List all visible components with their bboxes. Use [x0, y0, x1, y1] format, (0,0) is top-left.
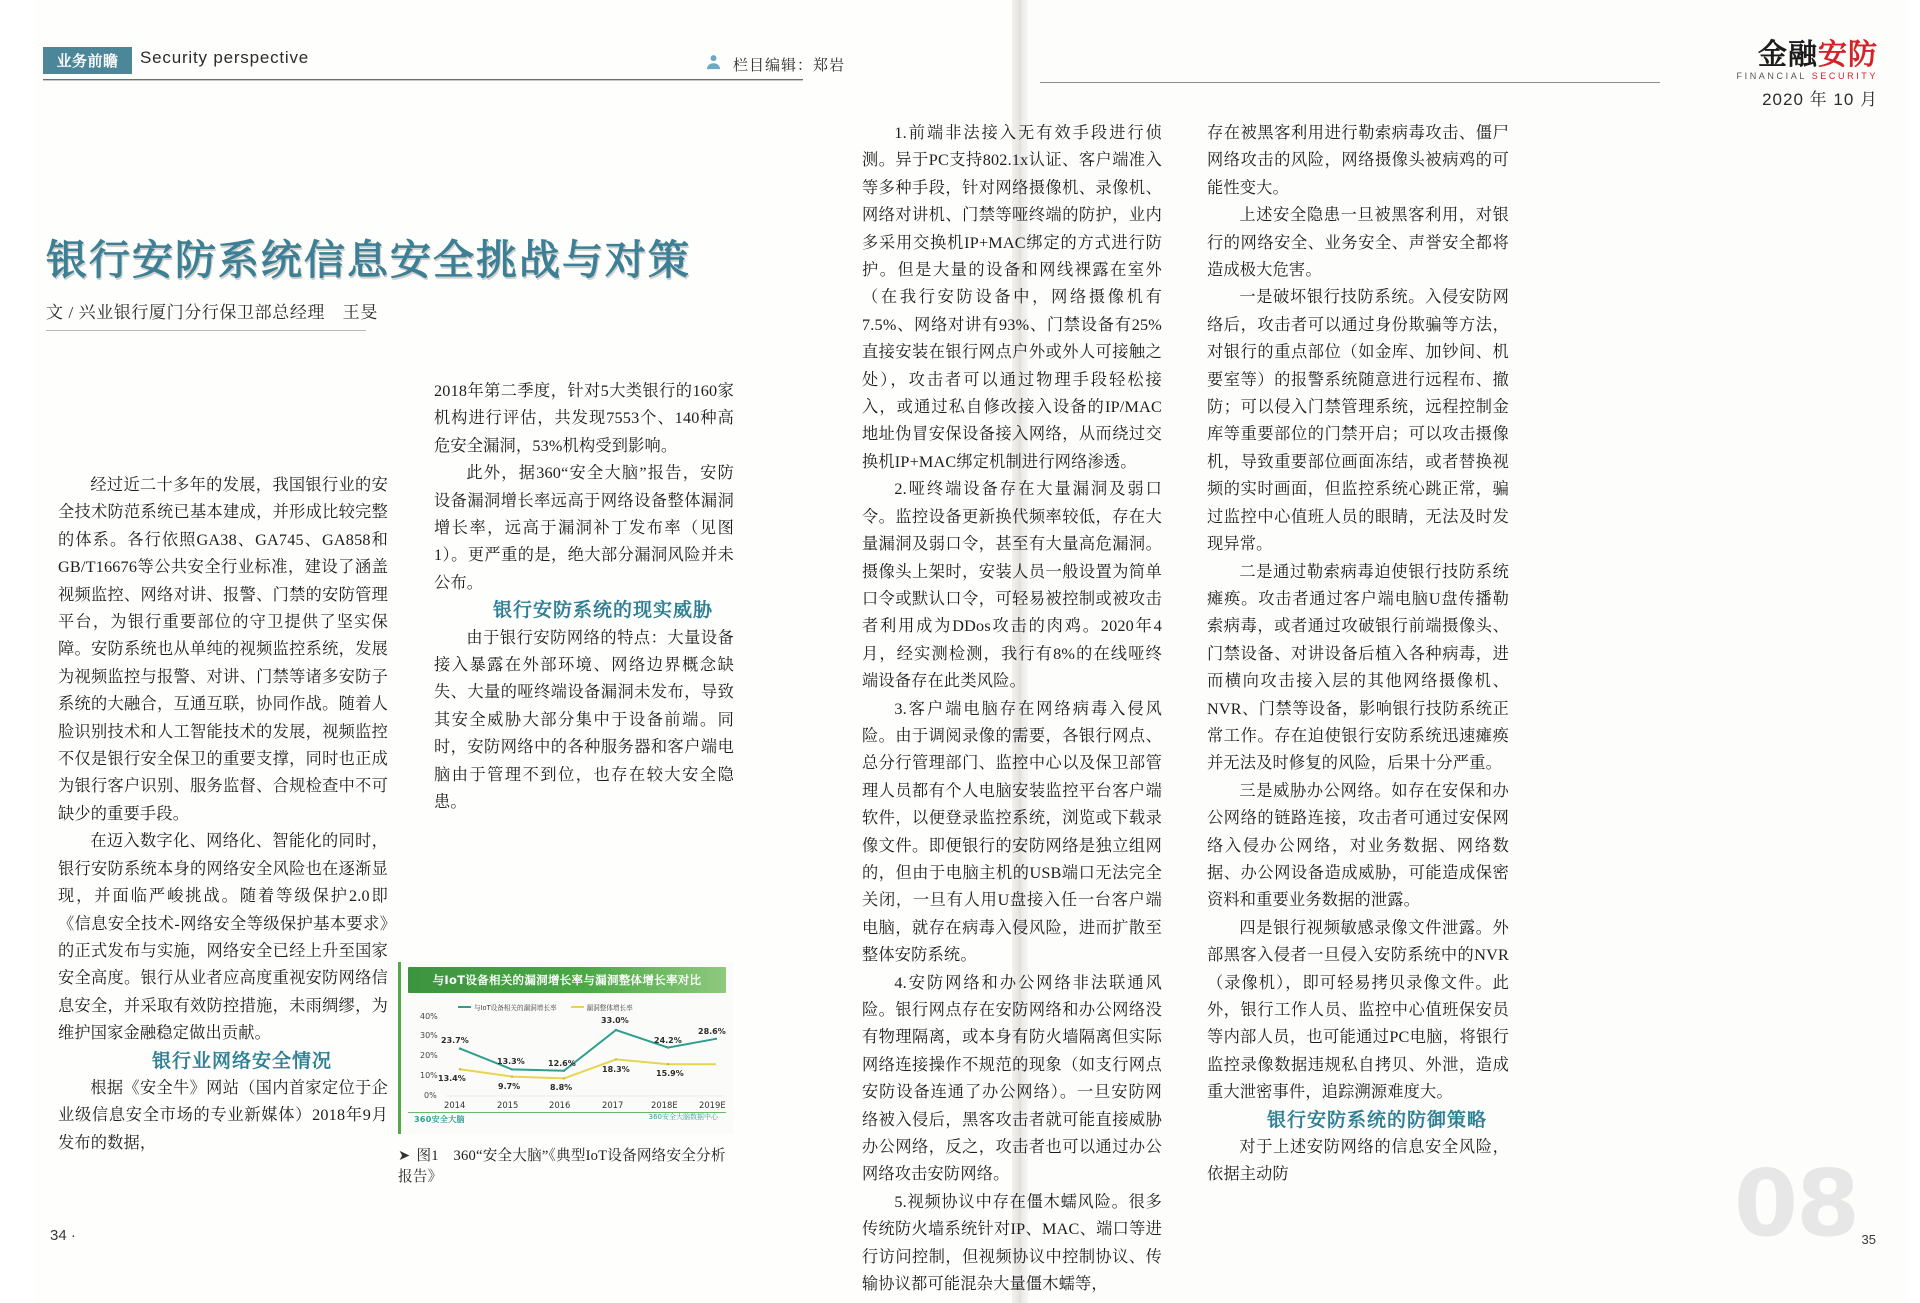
person-icon [705, 53, 722, 71]
body-column-4 [1207, 120, 1509, 1189]
header-rule-shadow [43, 80, 803, 81]
data-label: 33.0% [601, 1016, 629, 1025]
caption-arrow-icon: ➤ [398, 1148, 411, 1164]
masthead-en-red: SECURITY [1811, 71, 1878, 81]
paragraph: 5.视频协议中存在僵木蠕风险。很多传统防火墙系统针对IP、MAC、端口等进行访问控制，但视频协议中控制协议、传输协议都可能混杂大量僵木蠕等， [862, 1192, 1162, 1294]
paragraph: 四是银行视频敏感录像文件泄露。外部黑客入侵者一旦侵入安防系统中的NVR（录像机），即可轻易拷贝录像文件。此外，银行工作人员、监控中心值班保安员等内部人员，也可能通过PC电脑，将银行监控录像数据违规私自拷贝、外泄，造成重大泄密事件，追踪溯源难度大。 [1207, 918, 1509, 1102]
paragraph: 一是破坏银行技防系统。入侵安防网络后，攻击者可以通过身份欺骗等方法，对银行的重点部位（如金库、加钞间、机要室等）的报警系统随意进行远程布、撤防；可以侵入门禁管理系统，远程控制金库等重要部位的门禁开启；可以攻击摄像机，导致重要部位画面冻结，或者替换视频的实时画面，但监控系统心跳正常，骗过监控中心值班人员的眼睛，无法及时发现异常。 [1207, 288, 1509, 554]
masthead-chinese [1737, 37, 1879, 71]
legend-swatch-icon [571, 1006, 584, 1008]
data-label: 23.7% [441, 1036, 469, 1045]
chart-source-tag: 360安全大脑 [414, 1115, 465, 1124]
data-label: 13.3% [497, 1057, 525, 1066]
data-label: 8.8% [550, 1083, 573, 1092]
masthead-cn-red: 安防 [1817, 37, 1878, 71]
y-tick-label: 10% [420, 1071, 438, 1080]
masthead-issue-date: 2020 年 10 月 [1762, 90, 1878, 109]
x-tick-label: 2019E [699, 1100, 726, 1110]
figure-caption [398, 1144, 738, 1186]
caption-text: 图1 360“安全大脑”《典型IoT设备网络安全分析报告》 [398, 1148, 726, 1185]
paragraph: 上述安全隐患一旦被黑客利用，对银行的网络安全、业务安全、声誉安全都将造成极大危害。 [1207, 206, 1509, 280]
paragraph: 由于银行安防网络的特点：大量设备接入暴露在外部环境、网络边界概念缺失、大量的哑终端设备漏洞未发布，导致其安全威胁大部分集中于设备前端。同时，安防网络中的各种服务器和客户端电脑由于管理不到位，也存在较大安全隐患。 [434, 628, 734, 812]
paragraph: 经过近二十多年的发展，我国银行业的安全技术防范系统已基本建成，并形成比较完整的体系。各行依照GA38、GA745、GA858和GB/T16676等公共安全行业标准，建设了涵盖视频监控、网络对讲、报警、门禁的安防管理平台，为银行重要部位的守卫提供了坚实保障。安防系统也从单纯的视频监控系统，发展为视频监控与报警、对讲、门禁等诸多安防子系统的大融合，互通互联，协同作战。随着人脸识别技术和人工智能技术的发展，视频监控不仅是银行安全保卫的重要支撑，同时也正成为银行客户识别、服务监督、合规检查中不可缺少的重要手段。 [58, 476, 388, 823]
paragraph: 三是威胁办公网络。如存在安保和办公网络的链路连接，攻击者可通过安保网络入侵办公网络，对业务数据、网络数据、办公网设备造成威胁，可能造成保密资料和重要业务数据的泄露。 [1207, 781, 1509, 910]
legend-label: 与IoT设备相关的漏洞增长率 [474, 1004, 557, 1012]
legend-swatch-icon [458, 1006, 471, 1008]
figure-chart [398, 962, 730, 1134]
paragraph: 2018年第二季度，针对5大类银行的160家机构进行评估，共发现7553个、140种高危安全漏洞，53%机构受到影响。 [434, 382, 734, 455]
right-paper-edge [1908, 0, 1920, 1303]
paragraph: 对于上述安防网络的信息安全风险，依据主动防 [1207, 1138, 1509, 1184]
column-editor: 栏目编辑：郑岩 [733, 58, 846, 74]
masthead [1736, 37, 1879, 110]
body-column-1 [58, 472, 388, 1157]
paragraph: 在迈入数字化、网络化、智能化的同时，银行安防系统本身的网络安全风险也在逐渐显现，并面临严峻挑战。随着等级保护2.0即《信息安全技术-网络安全等级保护基本要求》的正式发布与实施，网络安全已经上升至国家安全高度。银行从业者应高度重视安防网络信息安全，并采取有效防控措施，未雨绸缪，为维护国家金融稳定做出贡献。 [58, 832, 388, 1043]
x-tick-label: 2018E [651, 1100, 678, 1110]
y-tick-label: 40% [420, 1012, 438, 1021]
paragraph: 存在被黑客利用进行勒索病毒攻击、僵尸网络攻击的风险，网络摄像头被病鸡的可能性变大。 [1207, 124, 1509, 197]
section-tag-badge: 业务前瞻 [43, 47, 132, 74]
legend-label: 漏洞整体增长率 [586, 1004, 633, 1012]
x-tick-label: 2014 [444, 1100, 466, 1110]
paragraph: 二是通过勒索病毒迫使银行技防系统瘫痪。攻击者通过客户端电脑U盘传播勒索病毒，或者通过攻破银行前端摄像头、门禁设备、对讲设备后植入各种病毒，进而横向攻击接入层的其他网络摄像机、NVR、门禁等设备，影响银行技防系统正常工作。存在迫使银行安防系统迅速瘫痪并无法及时修复的风险，后果十分严重。 [1207, 562, 1509, 773]
data-label: 15.9% [656, 1069, 684, 1078]
left-paper-edge [0, 0, 34, 1303]
y-tick-label: 0% [424, 1091, 437, 1100]
page-number-left: 34 · [50, 1227, 76, 1244]
data-label: 12.6% [548, 1059, 576, 1068]
paragraph: 此外，据360“安全大脑”报告，安防设备漏洞增长率远高于网络设备整体漏洞增长率，远高于漏洞补丁发布率（见图1）。更严重的是，绝大部分漏洞风险并未公布。 [434, 464, 734, 592]
page-number-right: 35 [1861, 1232, 1876, 1247]
data-label: 18.3% [602, 1065, 630, 1074]
paragraph: 3.客户端电脑存在网络病毒入侵风险。由于调阅录像的需要，各银行网点、总分行管理部门、监控中心以及保卫部管理人员都有个人电脑安装监控平台客户端软件，以便登录监控系统，浏览或下载录像文件。即便银行的安防网络是独立组网的，但由于电脑主机的USB端口无法完全关闭，一旦有人用U盘接入任一台客户端电脑，就存在病毒入侵风险，进而扩散至整体安防系统。 [862, 699, 1162, 965]
legend-item-series1 [458, 1002, 557, 1012]
section-heading: 银行安防系统的防御策略 [1266, 1108, 1487, 1131]
data-label: 24.2% [654, 1036, 682, 1045]
x-tick-label: 2017 [602, 1100, 624, 1110]
legend-item-series2 [571, 1002, 633, 1012]
section-heading: 银行安防系统的现实威胁 [492, 599, 713, 622]
section-tag-english: Security perspective [140, 48, 310, 67]
section-heading: 银行业网络安全情况 [151, 1049, 332, 1072]
masthead-en-black: FINANCIAL [1736, 71, 1807, 81]
paragraph: 4.安防网络和办公网络非法联通风险。银行网点存在安防网络和办公网络没有物理隔离，或本身有防火墙隔离但实际网络连接操作不规范的现象（如支行网点安防设备连通了办公网络）。一旦安防网络被入侵后，黑客攻击者就可能直接威胁办公网络，反之，攻击者也可以通过办公网络攻击安防网络。 [862, 973, 1162, 1184]
y-tick-label: 30% [420, 1031, 438, 1040]
page-watermark-number: 08 [1733, 1150, 1858, 1257]
article-byline: 文 / 兴业银行厦门分行保卫部总经理 王旻 [46, 303, 378, 322]
article-title: 银行安防系统信息安全挑战与对策 [46, 236, 691, 285]
body-column-2 [434, 378, 734, 817]
masthead-english [1737, 71, 1879, 81]
paragraph: 1.前端非法接入无有效手段进行侦测。异于PC支持802.1x认证、客户端准入等多种手段，针对网络摄像机、录像机、网络对讲机、门禁等哑终端的防护，业内多采用交换机IP+MAC绑定的方式进行防护。但是大量的设备和网线裸露在室外（在我行安防设备中，网络摄像机有7.5%、网络对讲有93%、门禁设备有25%直接安装在银行网点户外或外人可接触之处），攻击者可以通过物理手段轻松接入，或通过私自修改接入设备的IP/MAC地址伪冒安保设备接入网络，从而绕过交换机IP+MAC绑定机制进行网络渗透。 [862, 124, 1162, 471]
data-label: 9.7% [498, 1082, 521, 1091]
chart-source-logo: 360安全大脑数据中心 [648, 1113, 718, 1121]
data-label: 13.4% [438, 1074, 466, 1083]
byline-rule [46, 330, 366, 331]
chart-legend [458, 1002, 726, 1012]
chart-title: 与IoT设备相关的漏洞增长率与漏洞整体增长率对比 [432, 973, 702, 987]
y-tick-label: 20% [420, 1051, 438, 1060]
masthead-cn-black: 金融 [1757, 37, 1818, 71]
paragraph: 根据《安全牛》网站（国内首家定位于企业级信息安全市场的专业新媒体）2018年9月发布的数据， [58, 1078, 388, 1152]
masthead-rule [1040, 82, 1660, 83]
data-label: 28.6% [698, 1027, 726, 1036]
chart-plot-area [398, 1014, 730, 1110]
paragraph: 2.哑终端设备存在大量漏洞及弱口令。监控设备更新换代频率较低，存在大量漏洞及弱口令，甚至有大量高危漏洞。摄像头上架时，安装人员一般设置为简单口令或默认口令，可轻易被控制或被攻击者利用成为DDos攻击的肉鸡。2020年4月，经实测检测，我行有8%的在线哑终端设备存在此类风险。 [862, 480, 1162, 691]
x-tick-label: 2016 [549, 1100, 571, 1110]
x-tick-label: 2015 [497, 1100, 519, 1110]
body-column-3 [862, 120, 1162, 1298]
chart-title-bar [408, 967, 726, 993]
